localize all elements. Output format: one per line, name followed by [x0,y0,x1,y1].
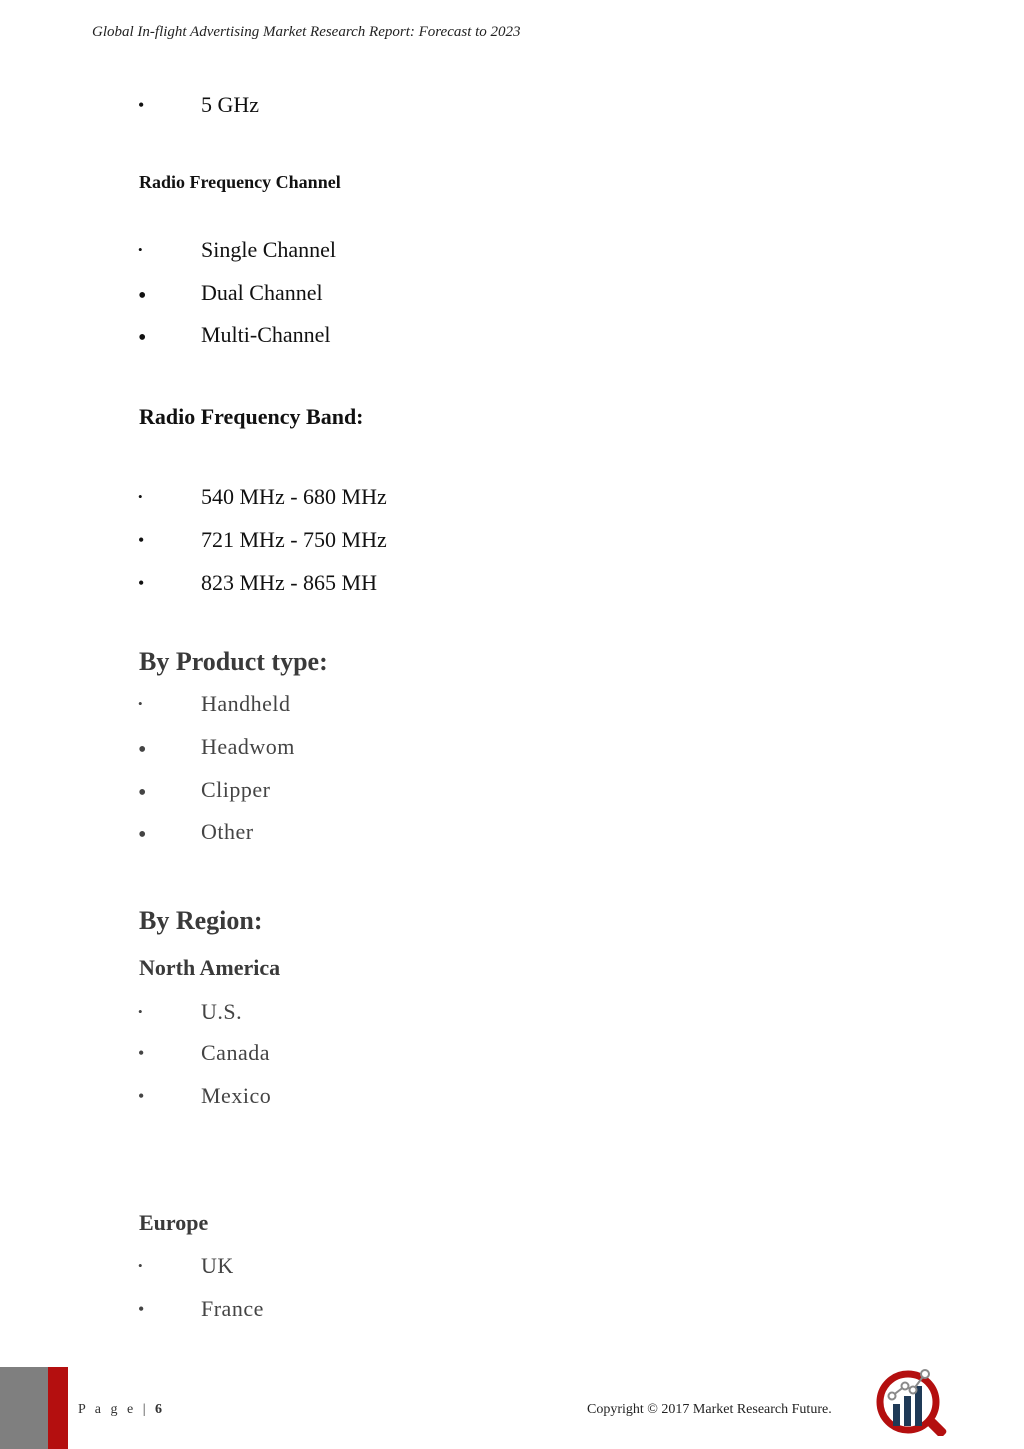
list-item-label: Clipper [201,777,271,802]
list-item [0,997,1024,1027]
bullet-icon: • [138,489,143,504]
list-item-label: UK [201,1253,234,1278]
list-item-label: 540 MHz - 680 MHz [201,484,387,509]
list-item [0,1251,1024,1281]
list-item-label: Mexico [201,1083,272,1108]
bullet-icon: • [138,1086,145,1106]
list-item-label: Multi-Channel [201,322,331,347]
page-number-label [78,1402,162,1418]
bullet-icon: • [138,737,147,763]
list-item [0,1038,1024,1068]
list-item-label: 5 GHz [201,92,260,117]
list-item-label: U.S. [201,999,243,1024]
section-heading-channel: Radio Frequency Channel [139,172,341,192]
list-item [0,817,1024,847]
list-item [0,278,1024,308]
list-item [0,525,1024,555]
list-item [0,1081,1024,1111]
bullet-icon: • [138,696,143,711]
list-item [0,320,1024,350]
subheading-north-america: North America [139,955,281,980]
list-item [0,90,1024,120]
list-item [0,775,1024,805]
page-prefix: P a g e | [78,1402,155,1417]
list-item [0,689,1024,719]
list-item-label: Other [201,819,254,844]
section-heading-product: By Product type: [139,647,328,676]
list-item [0,482,1024,512]
chart-magnifier-logo-icon [876,1366,956,1436]
list-item-label: Single Channel [201,237,337,262]
list-item-label: Canada [201,1040,270,1065]
list-item-label: 823 MHz - 865 MH [201,570,377,595]
running-header: Global In-flight Advertising Market Research Report: Forecast to 2023 [92,24,521,40]
bullet-icon: • [138,530,145,550]
section-heading-region: By Region: [139,906,263,935]
bullet-icon: • [138,242,143,257]
copyright-text: Copyright © 2017 Market Research Future. [587,1402,832,1417]
list-item [0,732,1024,762]
footer-gray-bar [0,1367,48,1449]
bullet-icon: • [138,1258,143,1273]
subheading-europe: Europe [139,1210,209,1235]
page-number: 6 [155,1402,162,1417]
footer-red-bar [48,1367,68,1449]
bullet-icon: • [138,95,145,115]
bullet-icon: • [138,1004,143,1019]
list-item-label: France [201,1296,264,1321]
list-item [0,568,1024,598]
bullet-icon: • [138,325,147,351]
bullet-icon: • [138,780,147,806]
bullet-icon: • [138,1299,145,1319]
list-item [0,235,1024,265]
list-item-label: Headwom [201,734,295,759]
list-item-label: 721 MHz - 750 MHz [201,527,387,552]
bullet-icon: • [138,573,145,593]
list-item-label: Handheld [201,691,291,716]
list-item [0,1294,1024,1324]
bullet-icon: • [138,1043,145,1063]
section-heading-band: Radio Frequency Band: [139,404,364,429]
bullet-icon: • [138,822,147,848]
bullet-icon: • [138,283,147,309]
list-item-label: Dual Channel [201,280,323,305]
